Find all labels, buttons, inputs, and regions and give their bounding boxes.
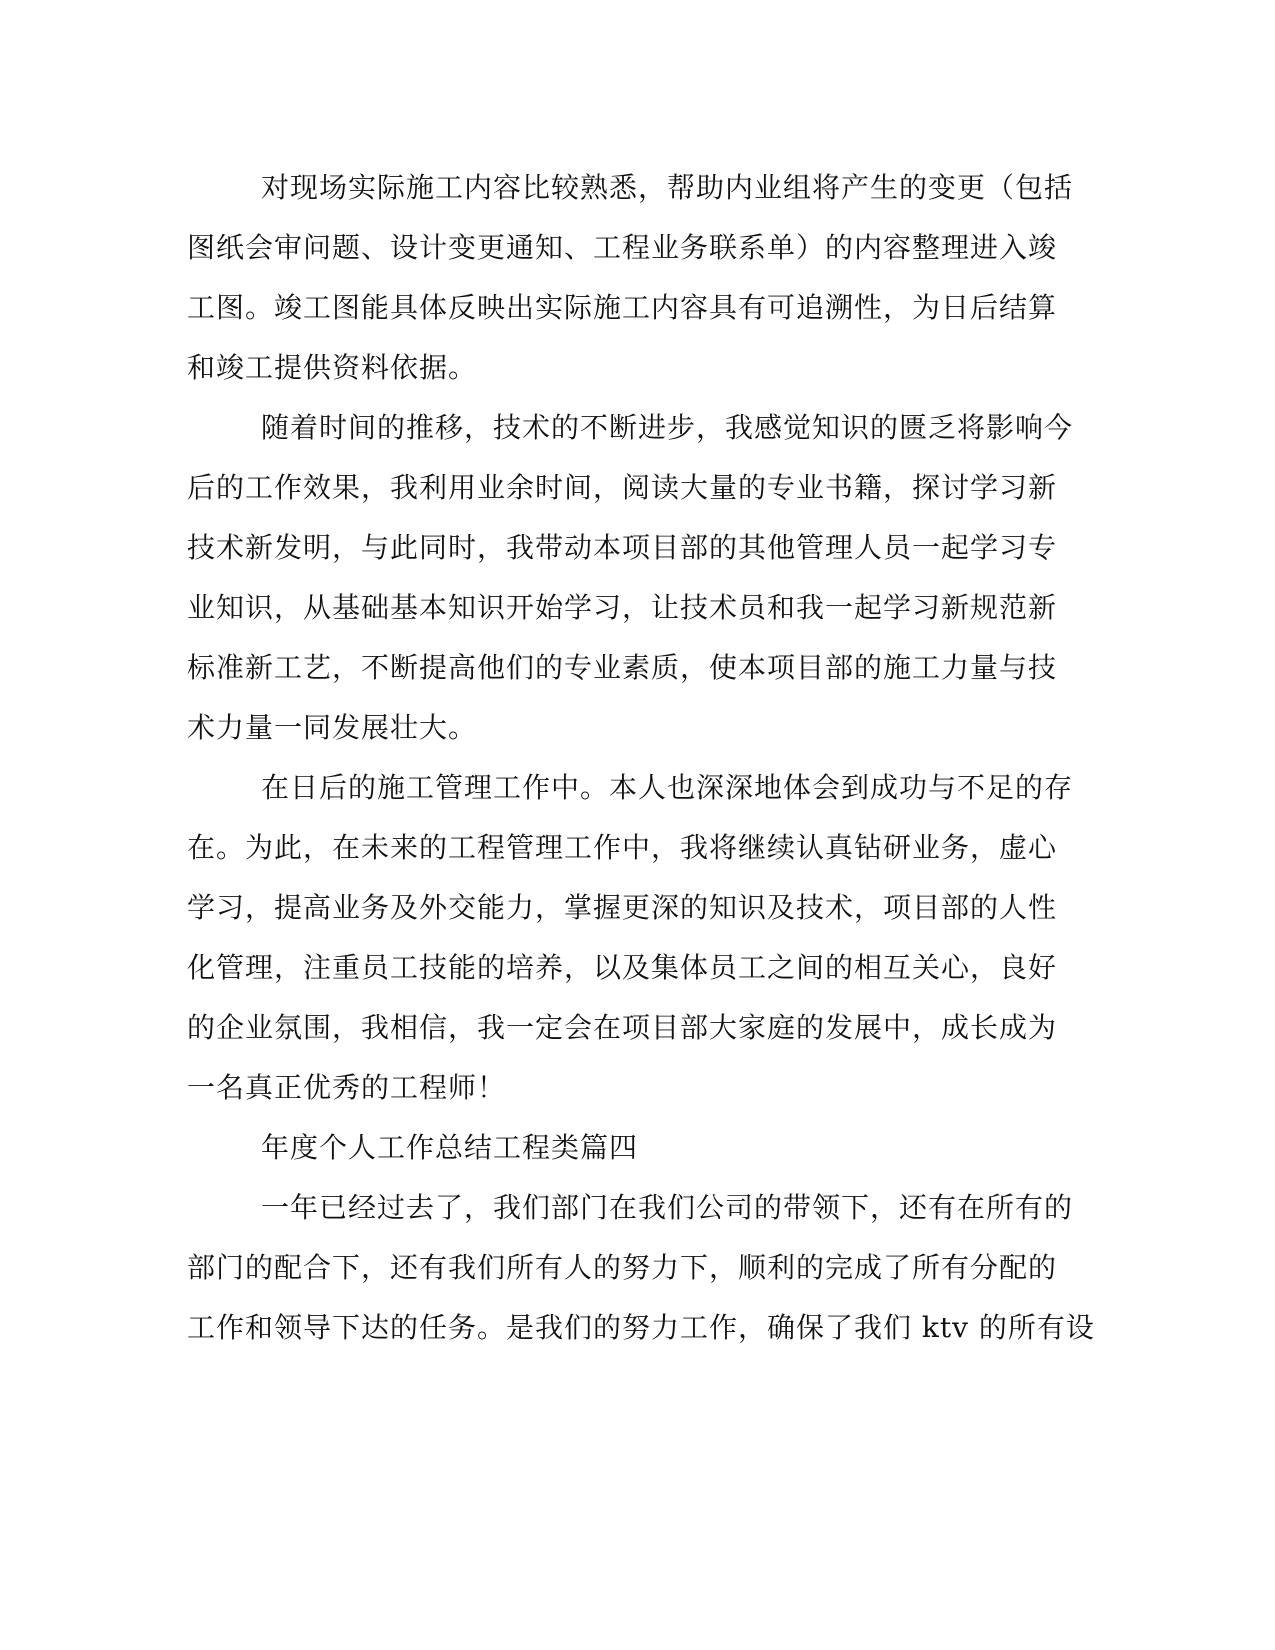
paragraph-4-line-1: 一年已经过去了，我们部门在我们公司的带领下，还有在所有的 xyxy=(261,1191,1074,1224)
paragraph-3-line-2: 在。为此，在未来的工程管理工作中，我将继续认真钻研业务，虚心 xyxy=(187,831,1058,864)
paragraph-2-line-6: 术力量一同发展壮大。 xyxy=(187,711,478,744)
paragraph-4-line-3: 工作和领导下达的任务。是我们的努力工作，确保了我们 ktv 的所有设 xyxy=(187,1311,1095,1344)
paragraph-3-line-3: 学习，提高业务及外交能力，掌握更深的知识及技术，项目部的人性 xyxy=(187,891,1058,924)
document-body xyxy=(187,158,1095,1358)
paragraph-2-line-5: 标准新工艺，不断提高他们的专业素质，使本项目部的施工力量与技 xyxy=(187,651,1058,684)
paragraph-2-line-1: 随着时间的推移，技术的不断进步，我感觉知识的匮乏将影响今 xyxy=(261,411,1074,444)
paragraph-1-line-3: 工图。竣工图能具体反映出实际施工内容具有可追溯性，为日后结算 xyxy=(187,291,1058,324)
paragraph-3-line-4: 化管理，注重员工技能的培养，以及集体员工之间的相互关心，良好 xyxy=(187,951,1058,984)
paragraph-1-line-2: 图纸会审问题、设计变更通知、工程业务联系单）的内容整理进入竣 xyxy=(187,231,1058,264)
paragraph-3-line-5: 的企业氛围，我相信，我一定会在项目部大家庭的发展中，成长成为 xyxy=(187,1011,1058,1044)
paragraph-4-line-2: 部门的配合下，还有我们所有人的努力下，顺利的完成了所有分配的 xyxy=(187,1251,1058,1284)
paragraph-2-line-4: 业知识，从基础基本知识开始学习，让技术员和我一起学习新规范新 xyxy=(187,591,1058,624)
paragraph-2-line-3: 技术新发明，与此同时，我带动本项目部的其他管理人员一起学习专 xyxy=(187,531,1058,564)
paragraph-1-line-4: 和竣工提供资料依据。 xyxy=(187,351,478,384)
paragraph-1-line-1: 对现场实际施工内容比较熟悉，帮助内业组将产生的变更（包括 xyxy=(261,171,1074,204)
paragraph-2-line-2: 后的工作效果，我利用业余时间，阅读大量的专业书籍，探讨学习新 xyxy=(187,471,1058,504)
section-heading: 年度个人工作总结工程类篇四 xyxy=(261,1131,639,1164)
paragraph-3-line-1: 在日后的施工管理工作中。本人也深深地体会到成功与不足的存 xyxy=(261,771,1074,804)
paragraph-3-line-6: 一名真正优秀的工程师！ xyxy=(187,1071,507,1104)
